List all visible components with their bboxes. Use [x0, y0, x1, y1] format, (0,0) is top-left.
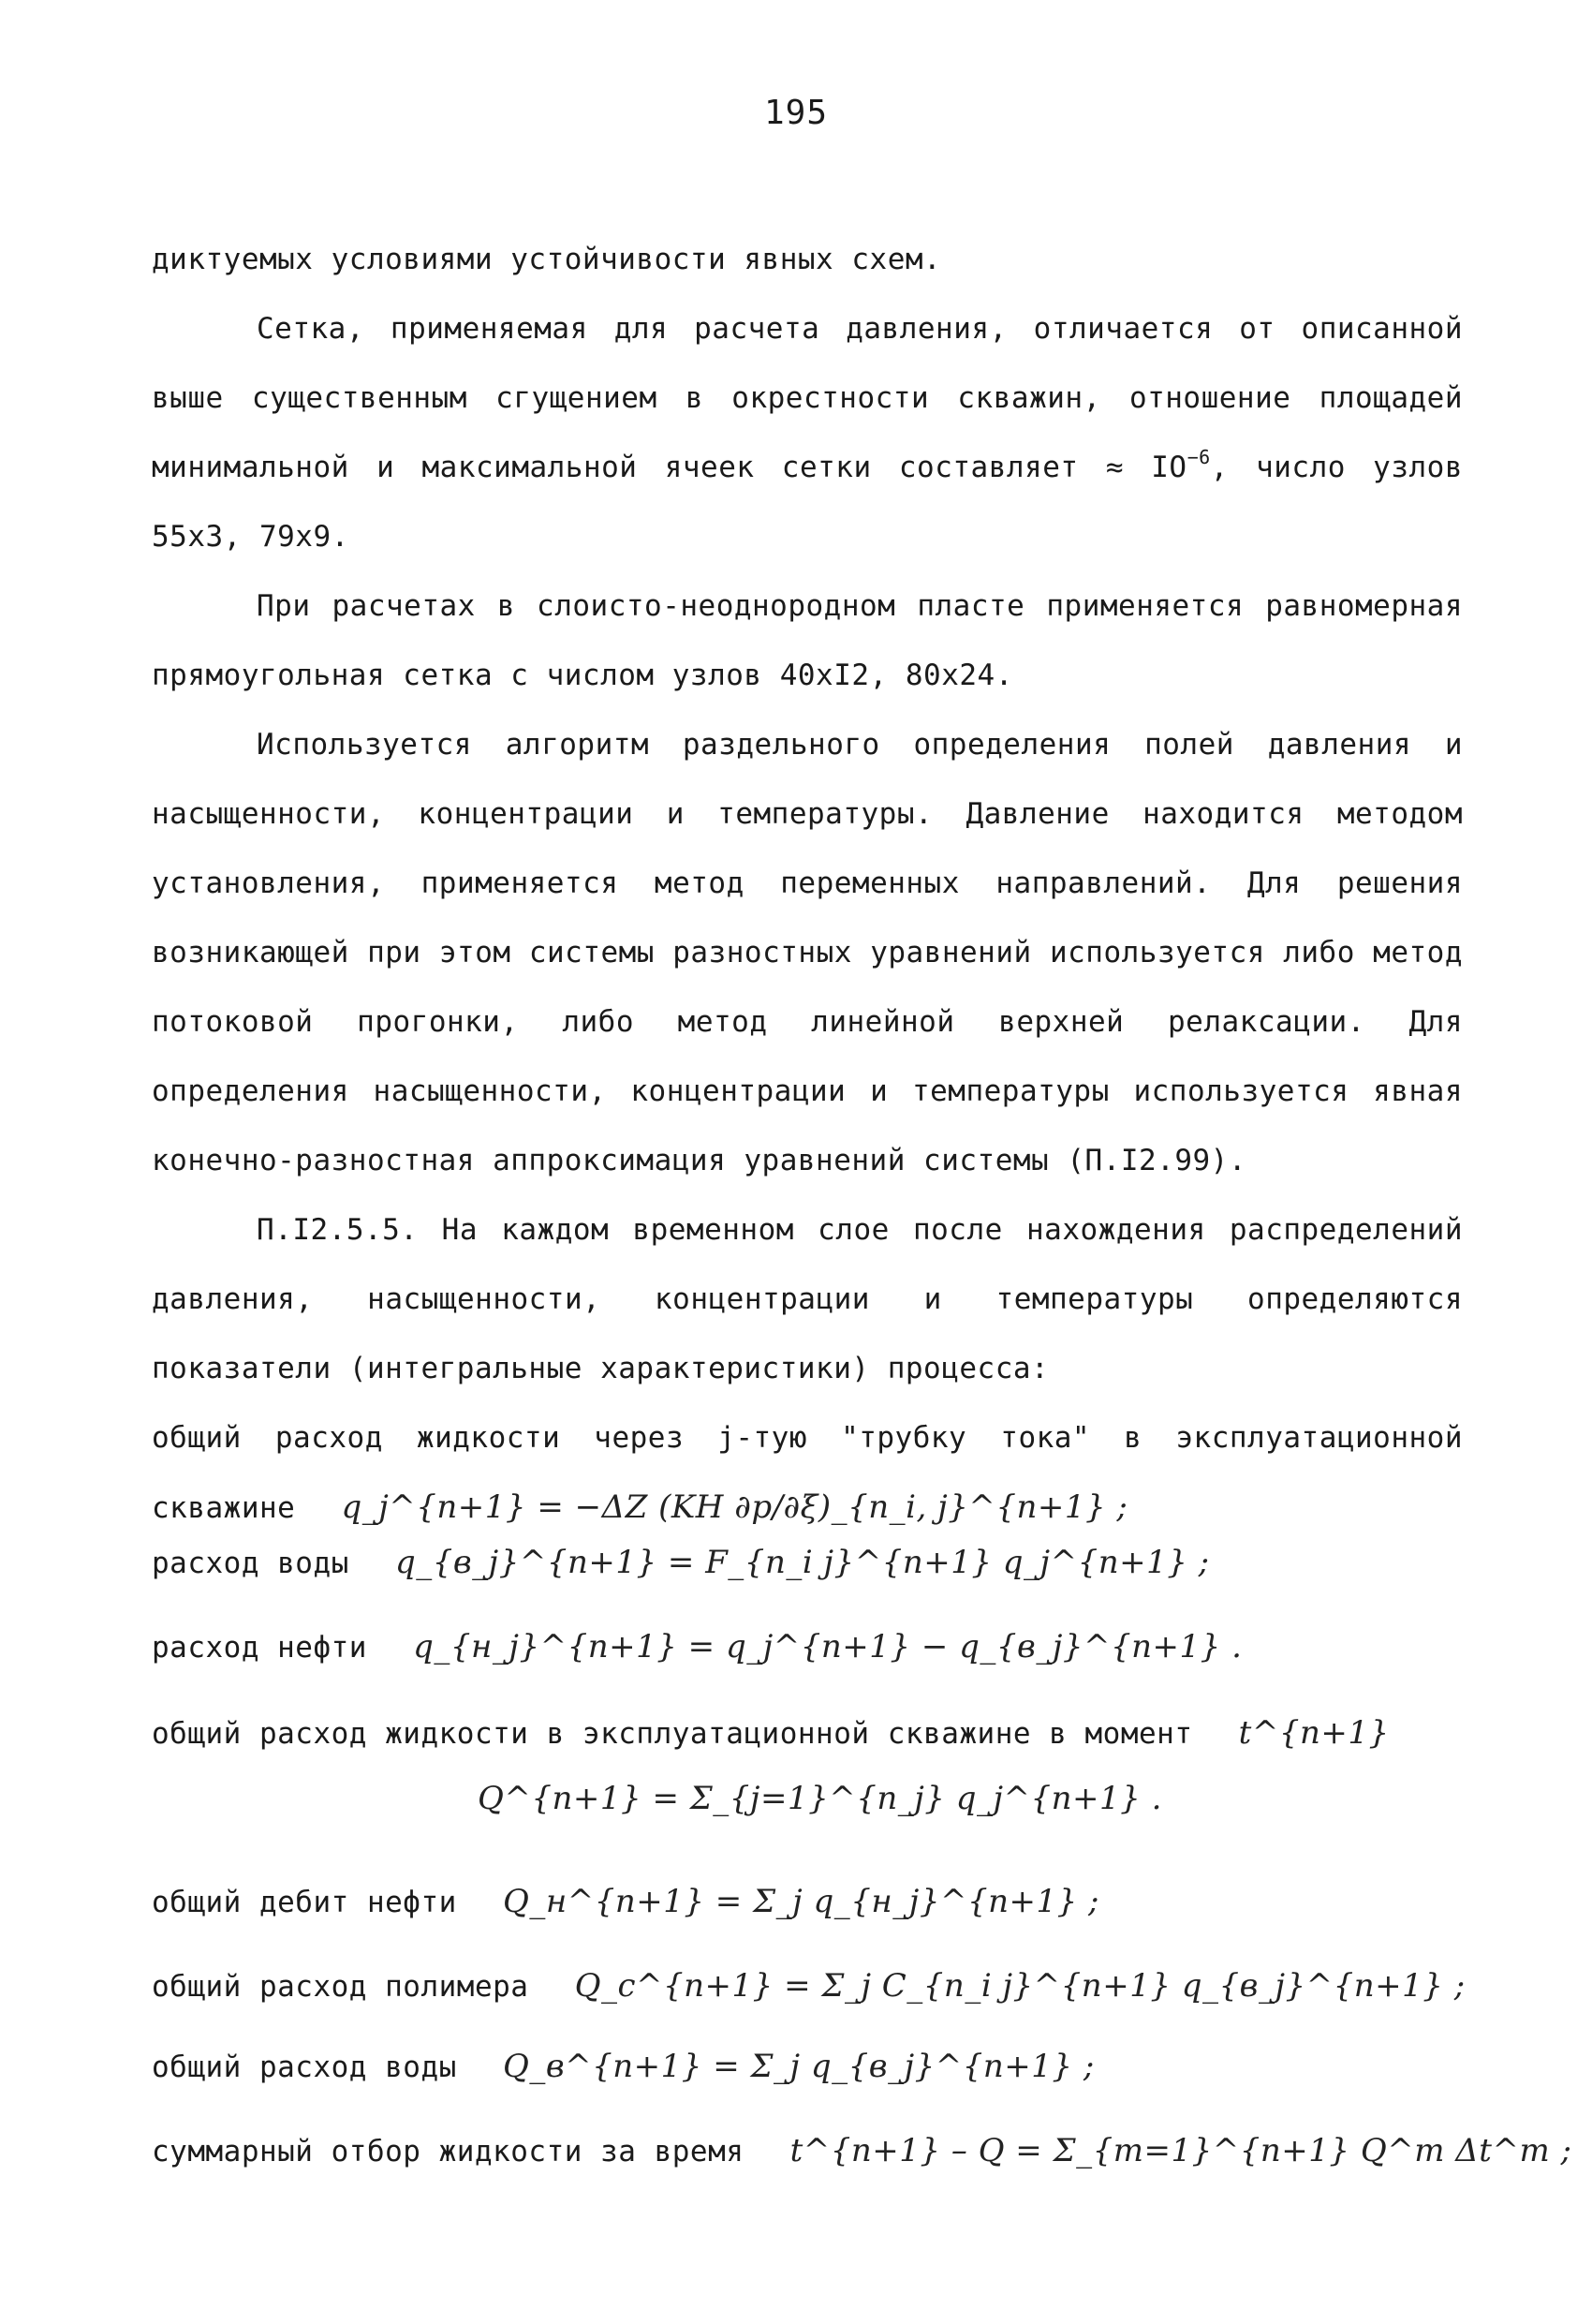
paragraph-6-text-a: общий расход жидкости через — [152, 1421, 685, 1455]
oil-debit-line — [152, 1883, 1099, 1920]
polymer-flow-formula: Q_c^{n+1} = Σ_j C_{n_i j}^{n+1} q_{в_j}^{n+1} ; — [574, 1967, 1466, 2005]
paragraph-2-tail: , число узлов 55x3, 79x9. — [152, 451, 1463, 554]
oil-flow-label: расход нефти — [152, 1631, 367, 1665]
paragraph-2 — [152, 294, 1463, 571]
oil-flow-line — [152, 1628, 1242, 1665]
cumulative-formula: t^{n+1} – Q = Σ_{m=1}^{n+1} Q^m Δt^m ; — [789, 2132, 1572, 2169]
total-flow-label: общий расход жидкости в эксплуатационной скважине в момент — [152, 1717, 1193, 1751]
water-total-formula: Q_в^{n+1} = Σ_j q_{в_j}^{n+1} ; — [502, 2048, 1095, 2085]
flow-formula: q_j^{n+1} = −ΔZ (KH ∂p/∂ξ)_{n_i, j}^{n+1} ; — [341, 1488, 1128, 1526]
water-flow-line — [152, 1544, 1210, 1581]
cumulative-label: суммарный отбор жидкости за время — [152, 2135, 744, 2169]
total-flow-formula-line — [450, 1780, 1162, 1817]
paragraph-1: диктуемых условиями устойчивости явных схем. — [152, 243, 942, 276]
water-flow-formula: q_{в_j}^{n+1} = F_{n_i j}^{n+1} q_j^{n+1} ; — [394, 1544, 1210, 1581]
total-flow-formula: Q^{n+1} = Σ_{j=1}^{n_j} q_j^{n+1} . — [478, 1780, 1162, 1817]
water-flow-label: расход воды — [152, 1547, 349, 1580]
water-total-line — [152, 2048, 1095, 2085]
water-total-label: общий расход воды — [152, 2050, 457, 2084]
cumulative-line — [152, 2132, 1571, 2169]
paragraph-2-text: Сетка, применяемая для расчета давления, отличается от описанной выше существенным сгущением в окрестности скважин, отношение площадей минимальной и максимальной ячеек сетки составляет ≈ IO — [152, 312, 1463, 484]
paragraph-6-text-b: j-тую "трубку тока" в эксплуатационной скважине — [152, 1421, 1463, 1525]
total-flow-line — [152, 1714, 1390, 1752]
paragraph-3: При расчетах в слоисто-неоднородном пласте применяется равномерная прямоугольная сетка с числом узлов 40xI2, 80x24. — [152, 589, 1463, 692]
polymer-flow-line — [152, 1967, 1466, 2005]
oil-flow-formula: q_{н_j}^{n+1} = q_j^{n+1} − q_{в_j}^{n+1} . — [413, 1628, 1243, 1665]
total-flow-moment: t^{n+1} — [1238, 1714, 1390, 1752]
oil-debit-formula: Q_н^{n+1} = Σ_j q_{н_j}^{n+1} ; — [502, 1883, 1099, 1920]
paragraph-5: П.I2.5.5. На каждом временном слое после нахождения распределений давления, насыщенности, концентрации и температуры определяются показатели (интегральные характеристики) процесса: — [152, 1213, 1463, 1385]
oil-debit-label: общий дебит нефти — [152, 1886, 457, 1919]
page-number: 195 — [763, 94, 829, 132]
polymer-flow-label: общий расход полимера — [152, 1970, 529, 2004]
paragraph-6 — [152, 1403, 1463, 1543]
body-text — [152, 225, 1463, 1543]
paragraph-4: Используется алгоритм раздельного определения полей давления и насыщенности, концентрации и температуры. Давление находится методом установления, применяется метод переменных направлений. Для решения возникающей при этом системы разностных уравнений используется либо метод потоковой прогонки, либо метод линейной верхней релаксации. Для определения насыщенности, концентрации и температуры используется явная конечно-разностная аппроксимация уравнений системы (П.I2.99). — [152, 728, 1463, 1177]
paragraph-2-exponent: −6 — [1187, 446, 1211, 468]
